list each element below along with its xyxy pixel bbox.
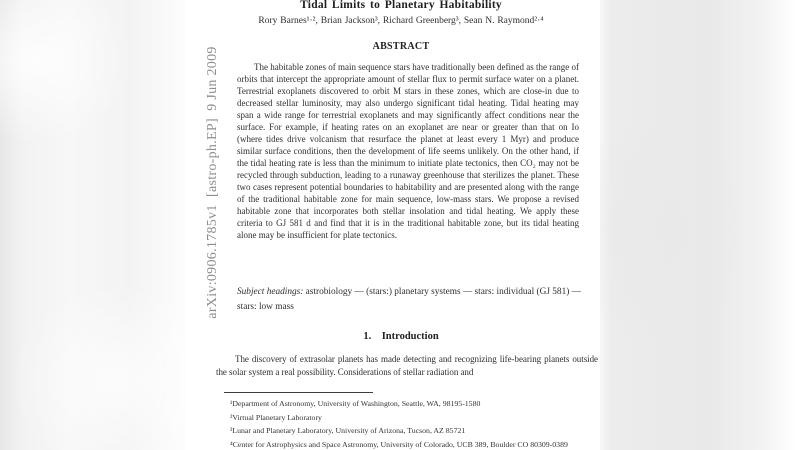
section-1-heading: 1. Introduction (363, 331, 439, 342)
viewer-background-right (600, 0, 800, 450)
footnote-3: ³Lunar and Planetary Laboratory, University of Arizona, Tucson, AZ 85721 (230, 426, 466, 435)
subject-headings-text: astrobiology — (stars:) planetary systems — stars: individual (GJ 581) — stars: low mass (237, 287, 581, 312)
paper-page (186, 0, 600, 450)
paper-title: Tidal Limits to Planetary Habitability (300, 0, 502, 11)
arxiv-watermark: arXiv:0906.1785v1 [astro-ph.EP] 9 Jun 2009 (205, 46, 220, 319)
intro-paragraph: The discovery of extrasolar planets has made detecting and recognizing life-bearing planets outside the solar system a real possibility. Considerations of stellar radiation and (216, 354, 598, 377)
subject-headings-label: Subject headings: (237, 287, 304, 297)
footnote-2: ²Virtual Planetary Laboratory (230, 413, 322, 422)
footnote-1: ¹Department of Astronomy, University of Washington, Seattle, WA, 98195-1580 (230, 399, 481, 408)
abstract-text: The habitable zones of main sequence stars have traditionally been defined as the range of orbits that intercept the appropriate amount of stellar flux to permit surface water on a planet. Terrestrial exoplanets discovered to orbit M stars in these zones, which are close-in due to decreased stellar luminosity, may also undergo significant tidal heating. Tidal heating may span a wide range for terrestrial exoplanets and may significantly affect conditions near the surface. For example, if heating rates on an exoplanet are near or greater than that on Io (where tides drive volcanism that resurface the planet at least every 1 Myr) and produce similar surface conditions, then the development of life seems unlikely. On the other hand, if the tidal heating rate is less than the minimum to initiate plate tectonics, then CO₂ may not be recycled through subduction, leading to a runaway greenhouse that sterilizes the planet. These two cases represent potential boundaries to habitability and are presented along with the range of the traditional habitable zone for main sequence, low-mass stars. We propose a revised habitable zone that incorporates both stellar insolation and tidal heating. We apply these criteria to GJ 581 d and find that it is in the traditional habitable zone, but its tidal heating alone may be insufficient for plate tectonics. (237, 62, 579, 240)
footnote-divider (224, 392, 373, 393)
footnote-4: ⁴Center for Astrophysics and Space Astronomy, University of Colorado, UCB 389, Boulder CO 80309-0389 (230, 440, 568, 449)
subject-headings (237, 285, 587, 314)
paper-authors: Rory Barnes¹·², Brian Jackson³, Richard Greenberg³, Sean N. Raymond²·⁴ (258, 16, 544, 26)
viewer-background-left (0, 0, 186, 450)
abstract-heading: ABSTRACT (372, 41, 430, 52)
